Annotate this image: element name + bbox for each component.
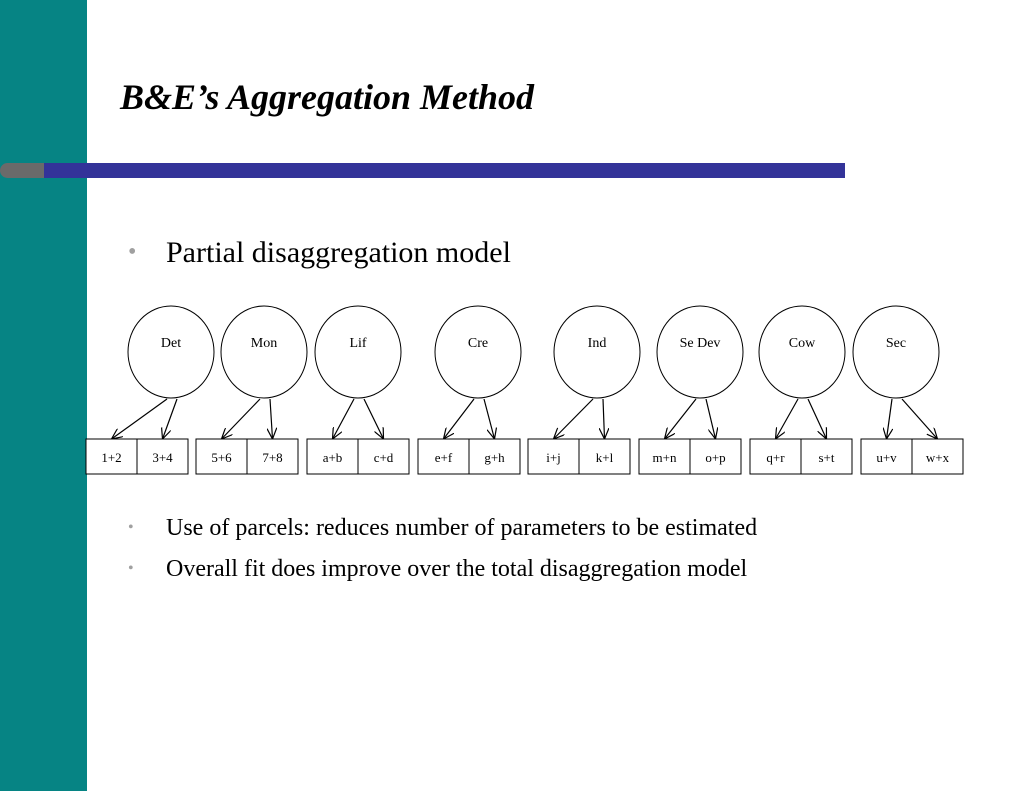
parcel-label: 5+6 <box>211 450 232 465</box>
main-bullet-text: Partial disaggregation model <box>166 236 511 269</box>
loading-arrow <box>270 399 273 439</box>
factor-label: Sec <box>885 336 907 351</box>
parcel-label: c+d <box>373 450 394 465</box>
parcel-label: k+l <box>595 450 614 465</box>
factor-group <box>853 306 963 474</box>
factor-label: Cre <box>467 336 489 351</box>
factor-label: Ind <box>587 336 607 351</box>
parcel-label: i+j <box>546 450 561 465</box>
latent-factor-circle <box>657 306 743 398</box>
loading-arrow <box>776 399 799 439</box>
loading-arrow <box>222 399 261 439</box>
latent-factor-circle <box>315 306 401 398</box>
parcel-label: u+v <box>876 450 897 465</box>
loading-arrow <box>808 399 827 439</box>
sub-bullet <box>128 515 757 542</box>
sub-bullet-text: Overall fit does improve over the total disaggregation model <box>166 556 748 582</box>
loading-arrow <box>444 399 475 439</box>
latent-factor-circle <box>554 306 640 398</box>
factor-label: Se Dev <box>679 336 721 351</box>
loading-arrow <box>902 399 938 439</box>
factor-label: Det <box>160 336 182 351</box>
parcel-label: w+x <box>925 450 950 465</box>
latent-factor-circle <box>853 306 939 398</box>
sub-bullet-text: Use of parcels: reduces number of parameters to be estimated <box>166 515 758 541</box>
bullet-icon: • <box>128 560 134 577</box>
latent-factor-circle <box>128 306 214 398</box>
factor-group <box>418 306 521 474</box>
factor-label: Mon <box>250 336 278 351</box>
loading-arrow <box>484 399 495 439</box>
factor-group <box>307 306 409 474</box>
factor-group <box>639 306 743 474</box>
factor-group <box>196 306 307 474</box>
bullet-icon: • <box>128 519 134 536</box>
latent-factor-circle <box>221 306 307 398</box>
factor-group <box>750 306 852 474</box>
parcel-label: e+f <box>434 450 453 465</box>
parcel-label: m+n <box>652 450 677 465</box>
parcel-label: a+b <box>322 450 343 465</box>
parcel-label: 3+4 <box>152 450 173 465</box>
parcel-label: o+p <box>705 450 726 465</box>
loading-arrow <box>112 399 168 439</box>
loading-arrow <box>554 399 594 439</box>
parcel-label: 1+2 <box>101 450 122 465</box>
parcel-label: g+h <box>484 450 505 465</box>
parcel-label: s+t <box>818 450 835 465</box>
factor-group <box>86 306 214 474</box>
loading-arrow <box>364 399 384 439</box>
loading-arrow <box>706 399 716 439</box>
bullet-icon: • <box>128 239 137 265</box>
latent-factor-circle <box>435 306 521 398</box>
factor-label: Cow <box>788 336 816 351</box>
factor-group <box>528 306 640 474</box>
factor-label: Lif <box>349 336 367 351</box>
loading-arrow <box>665 399 697 439</box>
loading-arrow <box>163 399 178 439</box>
slide-title: B&E’s Aggregation Method <box>120 77 535 117</box>
parcel-label: 7+8 <box>262 450 283 465</box>
parcel-label: q+r <box>766 450 785 465</box>
loading-arrow <box>887 399 893 439</box>
sub-bullet <box>128 556 747 583</box>
loading-arrow <box>603 399 605 439</box>
latent-factor-circle <box>759 306 845 398</box>
loading-arrow <box>333 399 355 439</box>
